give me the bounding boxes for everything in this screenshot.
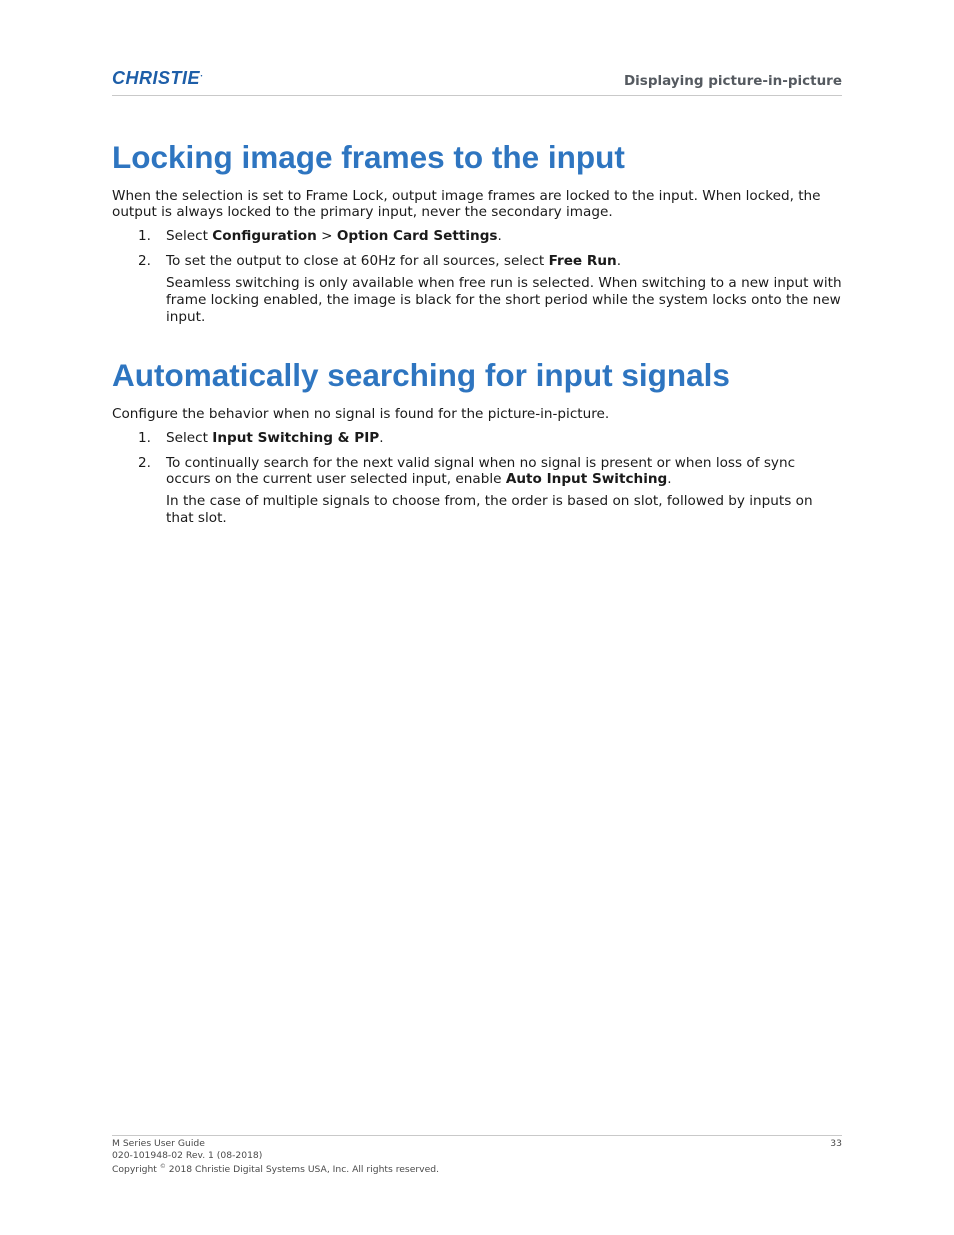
step-text: Select: [166, 430, 213, 446]
step-number: 1.: [138, 228, 151, 244]
guide-title: M Series User Guide: [112, 1138, 205, 1149]
copyright: [112, 1161, 842, 1176]
step-text: >: [316, 228, 337, 244]
step-list: [112, 228, 842, 326]
step-note: In the case of multiple signals to choose from, the order is based on slot, followed by inputs on that slot.: [166, 493, 813, 526]
section-heading-auto-search: Automatically searching for input signals: [112, 357, 730, 393]
step-text: .: [497, 228, 502, 244]
ui-term: Free Run: [548, 253, 617, 269]
copyright-text: Copyright: [112, 1164, 160, 1176]
step-text: .: [616, 253, 622, 269]
section-intro: When the selection is set to Frame Lock, output image frames are locked to the input. When locked, the output is always locked to the primary input, never the secondary image.: [112, 188, 821, 220]
step-number: 2.: [138, 455, 151, 471]
list-item: [112, 228, 842, 244]
step-text: To set the output to close at 60Hz for all sources, select: [166, 253, 549, 269]
step-text: .: [667, 471, 672, 487]
ui-term: Option Card Settings: [336, 228, 498, 244]
step-text: .: [379, 430, 384, 446]
page-header: [112, 64, 842, 96]
page-number: 33: [830, 1138, 842, 1149]
ui-term: Auto Input Switching: [505, 471, 668, 487]
step-number: 1.: [138, 430, 151, 446]
step-list: [112, 430, 842, 527]
christie-logo: [112, 68, 203, 86]
logo-trademark: •: [200, 73, 203, 80]
ui-term: Configuration: [212, 228, 317, 244]
doc-number: 020-101948-02 Rev. 1 (08-2018): [112, 1149, 263, 1161]
list-item: [112, 455, 842, 527]
running-section-title: Displaying picture-in-picture: [623, 73, 842, 89]
section-intro: Configure the behavior when no signal is found for the picture-in-picture.: [112, 406, 610, 422]
step-note: Seamless switching is only available when free run is selected. When switching to a new input with frame locking enabled, the image is black for the short period while the system locks onto the new input.: [166, 275, 842, 325]
step-number: 2.: [138, 253, 151, 269]
step-text: To continually search for the next valid signal when no signal is present or when loss of sync occurs on the current user selected input, enable: [166, 455, 796, 487]
list-item: [112, 430, 842, 446]
page-content: [112, 138, 842, 527]
logo-text: CHRISTIE: [112, 68, 201, 88]
copyright-symbol: ©: [159, 1163, 166, 1170]
page-footer: [112, 1135, 842, 1176]
ui-term: Input Switching & PIP: [212, 430, 380, 446]
copyright-text: 2018 Christie Digital Systems USA, Inc. All rights reserved.: [165, 1164, 439, 1176]
section-heading-frame-lock: Locking image frames to the input: [112, 139, 625, 175]
list-item: [112, 253, 842, 326]
step-text: Select: [166, 228, 213, 244]
